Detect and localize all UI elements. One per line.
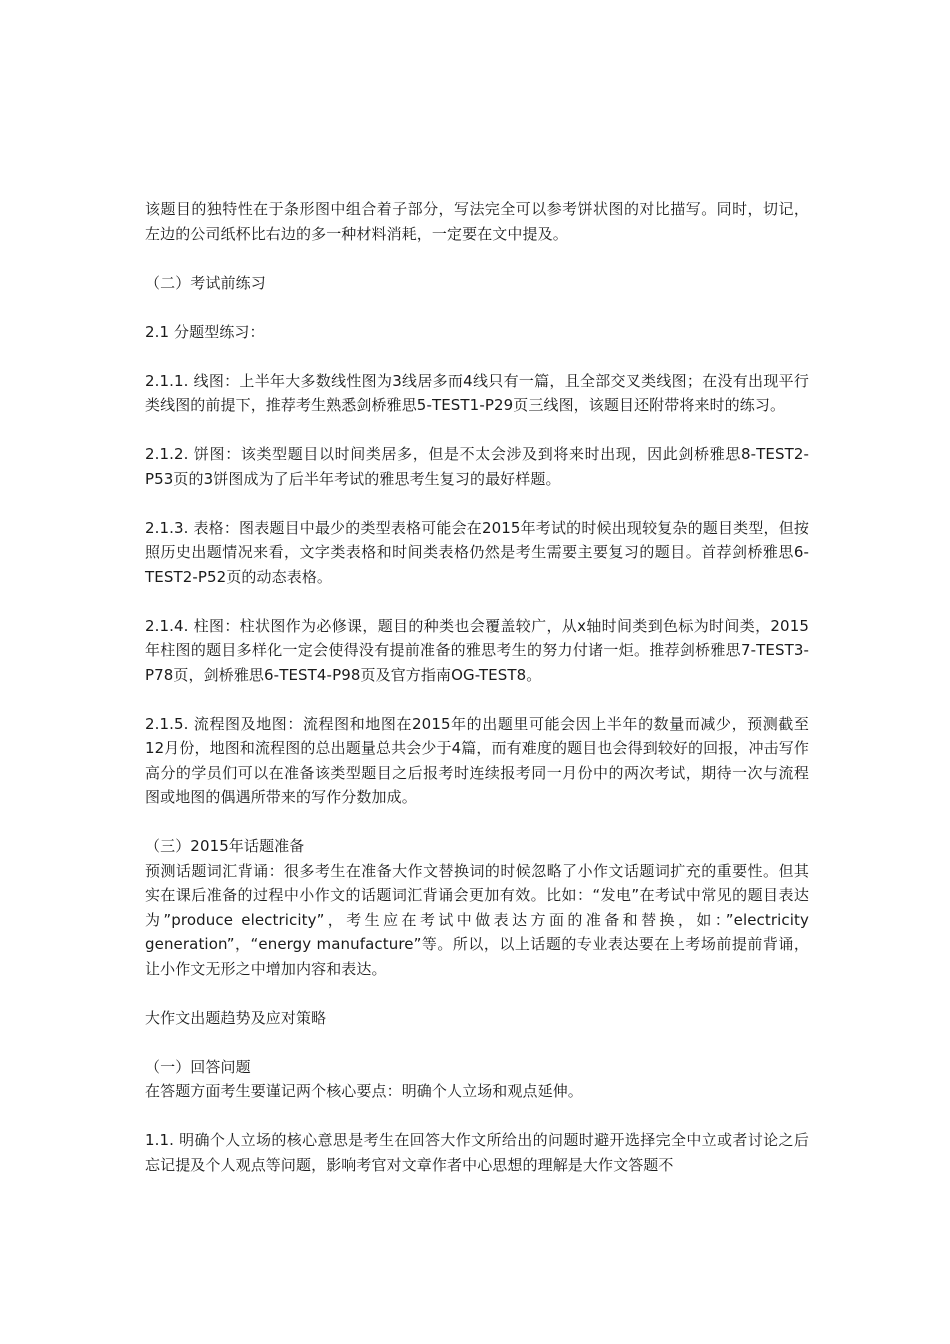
- section-heading-essay-trends: 大作文出题趋势及应对策略: [145, 1008, 327, 1027]
- section-heading-topic-preparation: （三）2015年话题准备: [145, 837, 305, 855]
- paragraph-bar-chart: 2.1.4. 柱图：柱状图作为必修课，题目的种类也会覆盖较广，从x轴时间类到色标为时间类，2015年柱图的题目多样化一定会使得没有提前准备的雅思考生的努力付诸一炬。推荐剑桥雅思7-TEST3-P78页，剑桥雅思6-TEST4-P98页及官方指南OG-TEST8。: [145, 616, 809, 684]
- paragraph-intro: 该题目的独特性在于条形图中组合着子部分，写法完全可以参考饼状图的对比描写。同时，切记，左边的公司纸杯比右边的多一种材料消耗，一定要在文中提及。: [145, 200, 809, 243]
- paragraph-table: 2.1.3. 表格：图表题目中最少的类型表格可能会在2015年考试的时候出现较复杂的题目类型，但按照历史出题情况来看，文字类表格和时间类表格仍然是考生需要主要复习的题目。首荐剑桥雅思6-TEST2-P52页的动态表格。: [145, 518, 809, 586]
- section-heading-pre-exam-practice: （二）考试前练习: [145, 273, 266, 292]
- subsection-heading-type-practice: 2.1 分题型练习：: [145, 322, 265, 341]
- paragraph-topic-vocabulary: 预测话题词汇背诵：很多考生在准备大作文替换词的时候忽略了小作文话题词扩充的重要性。但其实在课后准备的过程中小作文的话题词汇背诵会更加有效。比如：“发电”在考试中常见的题目表达为”produce electricity”，考生应在考试中做表达方面的准备和替换，如：”electricity generation”，“energy manufacture”等。所以，以上话题的专业表达要在上考场前提前背诵，让小作文无形之中增加内容和表达。: [145, 861, 809, 978]
- document-body: [145, 197, 809, 1177]
- paragraph-core-points: 在答题方面考生要谨记两个核心要点：明确个人立场和观点延伸。: [145, 1082, 583, 1100]
- paragraph-line-graph: 2.1.1. 线图：上半年大多数线性图为3线居多而4线只有一篇，且全部交叉类线图；在没有出现平行类线图的前提下，推荐考生熟悉剑桥雅思5-TEST1-P29页三线图，该题目还附带将来时的练习。: [145, 371, 809, 414]
- paragraph-flowchart-map: 2.1.5. 流程图及地图：流程图和地图在2015年的出题里可能会因上半年的数量而减少，预测截至12月份，地图和流程图的总出题量总共会少于4篇，而有难度的题目也会得到较好的回报，冲击写作高分的学员们可以在准备该类型题目之后报考时连续报考同一月份中的两次考试，期待一次与流程图或地图的偶遇所带来的写作分数加成。: [145, 714, 809, 806]
- paragraph-personal-stance: 1.1. 明确个人立场的核心意思是考生在回答大作文所给出的问题时避开选择完全中立或者讨论之后忘记提及个人观点等问题，影响考官对文章作者中心思想的理解是大作文答题不: [145, 1131, 809, 1174]
- paragraph-pie-chart: 2.1.2. 饼图：该类型题目以时间类居多，但是不太会涉及到将来时出现，因此剑桥雅思8-TEST2-P53页的3饼图成为了后半年考试的雅思考生复习的最好样题。: [145, 445, 809, 488]
- section-heading-answer-question: （一）回答问题: [145, 1057, 251, 1076]
